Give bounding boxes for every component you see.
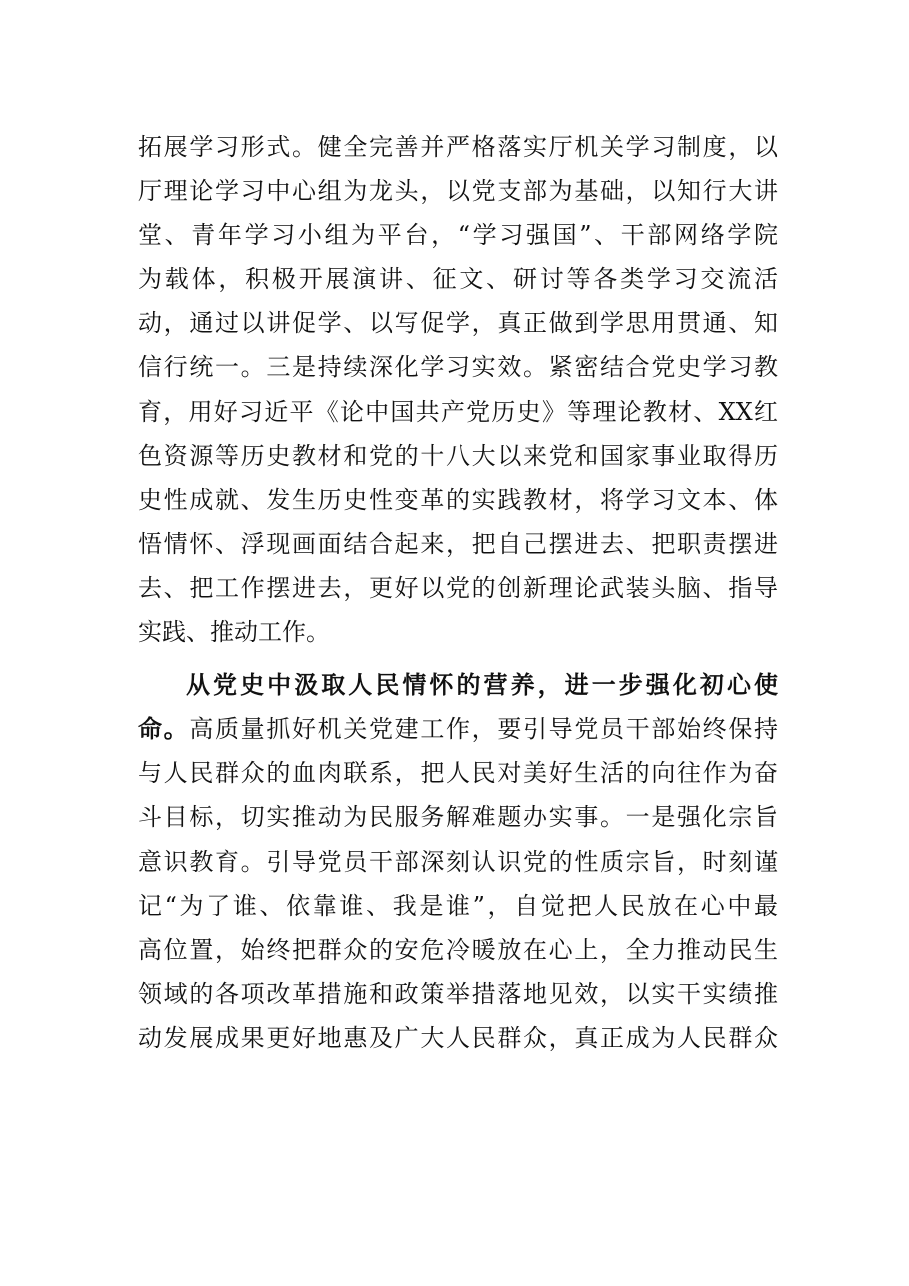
body-line: 去、把工作摆进去，更好以党的创新理论武装头脑、指导 — [138, 573, 778, 602]
body-line: 与人民群众的血肉联系，把人民对美好生活的向往作为奋 — [138, 759, 778, 788]
document-body — [138, 125, 778, 1060]
body-line — [138, 707, 778, 751]
body-line: 动，通过以讲促学、以写促学，真正做到学思用贯通、知 — [138, 309, 778, 338]
body-line: 史性成就、发生历史性变革的实践教材，将学习文本、体 — [138, 485, 778, 514]
body-line: 悟情怀、浮现画面结合起来，把自己摆进去、把职责摆进 — [138, 529, 778, 558]
body-line-text: 高质量抓好机关党建工作，要引导党员干部始终保持 — [189, 715, 778, 744]
body-line: 厅理论学习中心组为龙头，以党支部为基础，以知行大讲 — [138, 177, 778, 206]
body-line: 色资源等历史教材和党的十八大以来党和国家事业取得历 — [138, 441, 778, 470]
body-line: 堂、青年学习小组为平台，“学习强国”、干部网络学院 — [138, 221, 778, 250]
section-heading-tail: 命。 — [138, 715, 190, 744]
body-line: 拓展学习形式。健全完善并严格落实厅机关学习制度，以 — [138, 133, 778, 161]
paragraph-people-sentiment — [138, 663, 778, 1060]
body-line: 信行统一。三是持续深化学习实效。紧密结合党史学习教 — [138, 353, 778, 382]
body-line: 高位置，始终把群众的安危冷暖放在心上，全力推动民生 — [138, 935, 778, 964]
body-line: 记“为了谁、依靠谁、我是谁”，自觉把人民放在心中最 — [138, 891, 778, 920]
body-line: 动发展成果更好地惠及广大人民群众，真正成为人民群众 — [138, 1023, 778, 1052]
body-line: 领域的各项改革措施和政策举措落地见效，以实干实绩推 — [138, 979, 778, 1008]
body-line: 斗目标，切实推动为民服务解难题办实事。一是强化宗旨 — [138, 803, 778, 832]
section-heading — [138, 663, 778, 707]
paragraph-study-forms — [138, 125, 778, 654]
body-line: 育，用好习近平《论中国共产党历史》等理论教材、XX红 — [138, 397, 778, 426]
body-line: 为载体，积极开展演讲、征文、研讨等各类学习交流活 — [138, 265, 778, 294]
body-line: 意识教育。引导党员干部深刻认识党的性质宗旨，时刻谨 — [138, 847, 778, 876]
body-line: 实践、推动工作。 — [138, 618, 330, 647]
section-heading-text: 从党史中汲取人民情怀的营养，进一步强化初心使 — [186, 671, 778, 700]
